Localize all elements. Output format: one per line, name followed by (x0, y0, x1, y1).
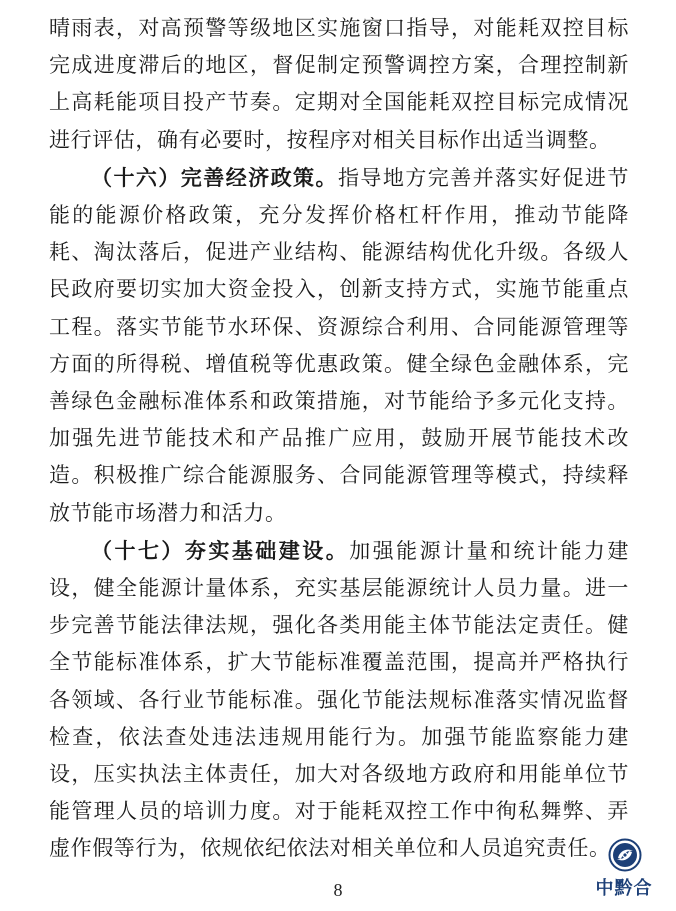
document-body (49, 10, 629, 868)
paragraph-section-17 (49, 532, 629, 868)
logo-mark-icon (608, 838, 642, 872)
page-number: 8 (333, 880, 343, 900)
section-heading: （十七）夯实基础建设。 (91, 537, 350, 563)
paragraph-continuation (49, 10, 629, 159)
logo-text: 中黔合 (595, 878, 653, 899)
watermark-logo (586, 838, 662, 904)
paragraph-text: 加强能源计量和统计能力建设，健全能源计量体系，充实基层能源统计人员力量。进一步完善节能法律法规，强化各类用能主体节能法定责任。健全节能标准体系，扩大节能标准覆盖范围，提高并严格执行各领域、各行业节能标准。强化节能法规标准落实情况监督检查，依法查处违法违规用能行为。加强节能监察能力建设，压实执法主体责任，加大对各级地方政府和用能单位节能管理人员的培训力度。对于能耗双控工作中徇私舞弊、弄虚作假等行为，依规依纪依法对相关单位和人员追究责任。 (49, 538, 629, 861)
paragraph-text: 指导地方完善并落实好促进节能的能源价格政策，充分发挥价格杠杆作用，推动节能降耗、淘汰落后，促进产业结构、能源结构优化升级。各级人民政府要切实加大资金投入，创新支持方式，实施节能重点工程。落实节能节水环保、资源综合利用、合同能源管理等方面的所得税、增值税等优惠政策。健全绿色金融体系，完善绿色金融标准体系和政策措施，对节能给予多元化支持。加强先进节能技术和产品推广应用，鼓励开展节能技术改造。积极推广综合能源服务、合同能源管理等模式，持续释放节能市场潜力和活力。 (49, 165, 629, 525)
section-heading: （十六）完善经济政策。 (91, 164, 338, 190)
paragraph-text: 晴雨表，对高预警等级地区实施窗口指导，对能耗双控目标完成进度滞后的地区，督促制定预警调控方案，合理控制新上高耗能项目投产节奏。定期对全国能耗双控目标完成情况进行评估，确有必要时，按程序对相关目标作出适当调整。 (49, 16, 629, 152)
paragraph-section-16 (49, 159, 629, 532)
